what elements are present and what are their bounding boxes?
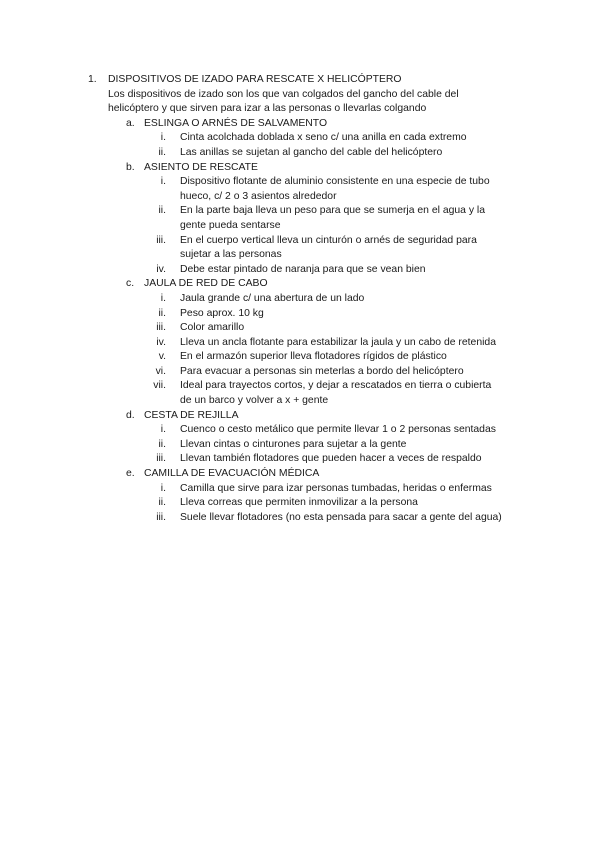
list-item [144,365,548,380]
item-text-line: Camilla que sirve para izar personas tumbadas, heridas o enfermas [180,482,492,494]
item-text-line: Cinta acolchada doblada x seno c/ una anilla en cada extremo [180,132,467,144]
list-item [144,263,548,278]
item-text-line: Peso aprox. 10 kg [180,307,264,319]
item-marker: i. [160,176,166,188]
item-marker: ii. [158,205,166,217]
subsection-title: ASIENTO DE RESCATE [144,161,258,173]
item-text-line: Color amarillo [180,322,245,334]
list-item [144,423,548,438]
subsection [88,409,548,467]
subsection-list [88,117,548,526]
list-item [144,482,548,497]
item-marker: vii. [153,380,166,392]
list-item [144,511,548,526]
subsection-title: JAULA DE RED DE CABO [144,278,268,290]
item-marker: i. [160,424,166,436]
list-item [144,292,548,307]
item-text-line: sujetar a las personas [180,249,282,261]
subsection-marker: d. [126,409,135,421]
subsection-title: CAMILLA DE EVACUACIÓN MÉDICA [144,468,320,480]
subsection-marker: b. [126,161,135,173]
item-marker: iii. [156,234,166,246]
item-marker: v. [158,351,166,363]
list-item [144,307,548,322]
subsection-heading [126,277,548,292]
item-marker: iii. [156,453,166,465]
subsection-marker: e. [126,468,135,480]
list-item [144,379,548,408]
subsection-title: ESLINGA O ARNÉS DE SALVAMENTO [144,117,328,129]
section-heading [88,73,548,88]
subsection-heading [126,409,548,424]
list-item [144,146,548,161]
item-text-line: Las anillas se sujetan al gancho del cable del helicóptero [180,146,443,158]
intro-line: helicóptero y que sirven para izar a las personas o llevarlas colgando [108,103,427,115]
item-text-line: Llevan también flotadores que pueden hacer a veces de respaldo [180,453,482,465]
item-text-line: Ideal para trayectos cortos, y dejar a rescatados en tierra o cubierta [180,380,492,392]
subsection [88,467,548,525]
item-list [144,292,548,409]
item-marker: ii. [158,307,166,319]
list-item [144,350,548,365]
subsection [88,161,548,278]
list-item [144,175,548,204]
list-item [144,204,548,233]
item-list [144,482,548,526]
item-text-line: En el armazón superior lleva flotadores rígidos de plástico [180,351,447,363]
item-marker: i. [160,292,166,304]
subsection-heading [126,117,548,132]
list-item [144,496,548,511]
item-marker: i. [160,482,166,494]
section-title: DISPOSITIVOS DE IZADO PARA RESCATE X HELICÓPTERO [108,74,402,85]
item-marker: ii. [158,497,166,509]
section-number: 1. [88,74,97,85]
item-list [144,423,548,467]
item-marker: ii. [158,438,166,450]
item-text-line: Para evacuar a personas sin meterlas a bordo del helicóptero [180,365,464,377]
item-text-line: hueco, c/ 2 o 3 asientos alrededor [180,190,337,202]
item-text-line: gente pueda sentarse [180,219,281,231]
item-text-line: Lleva un ancla flotante para estabilizar la jaula y un cabo de retenida [180,336,496,348]
item-text-line: Dispositivo flotante de aluminio consistente en una especie de tubo [180,176,490,188]
item-marker: iii. [156,322,166,334]
item-marker: ii. [158,146,166,158]
item-text-line: de un barco y volver a x + gente [180,395,329,407]
subsection-title: CESTA DE REJILLA [144,409,239,421]
list-item [144,438,548,453]
item-marker: iv. [156,336,166,348]
section-izado [88,73,548,525]
item-text-line: Lleva correas que permiten inmovilizar a la persona [180,497,418,509]
item-marker: iii. [156,511,166,523]
subsection-heading [126,467,548,482]
item-text-line: En la parte baja lleva un peso para que se sumerja en el agua y la [180,205,485,217]
item-text-line: Suele llevar flotadores (no esta pensada para sacar a gente del agua) [180,511,502,523]
list-item [144,336,548,351]
item-text-line: En el cuerpo vertical lleva un cinturón o arnés de seguridad para [180,234,477,246]
intro-line: Los dispositivos de izado son los que van colgados del gancho del cable del [108,88,459,100]
subsection-heading [126,161,548,176]
item-list [144,131,548,160]
list-item [144,234,548,263]
list-item [144,321,548,336]
subsection-marker: c. [126,278,135,290]
item-text-line: Cuenco o cesto metálico que permite llevar 1 o 2 personas sentadas [180,424,496,436]
item-marker: iv. [156,263,166,275]
item-text-line: Debe estar pintado de naranja para que se vean bien [180,263,426,275]
subsection [88,277,548,408]
item-text-line: Llevan cintas o cinturones para sujetar a la gente [180,438,407,450]
item-list [144,175,548,277]
item-text-line: Jaula grande c/ una abertura de un lado [180,292,365,304]
section-intro [88,88,488,117]
item-marker: vi. [155,365,166,377]
subsection-marker: a. [126,117,135,129]
item-marker: i. [160,132,166,144]
subsection [88,117,548,161]
list-item [144,131,548,146]
list-item [144,452,548,467]
